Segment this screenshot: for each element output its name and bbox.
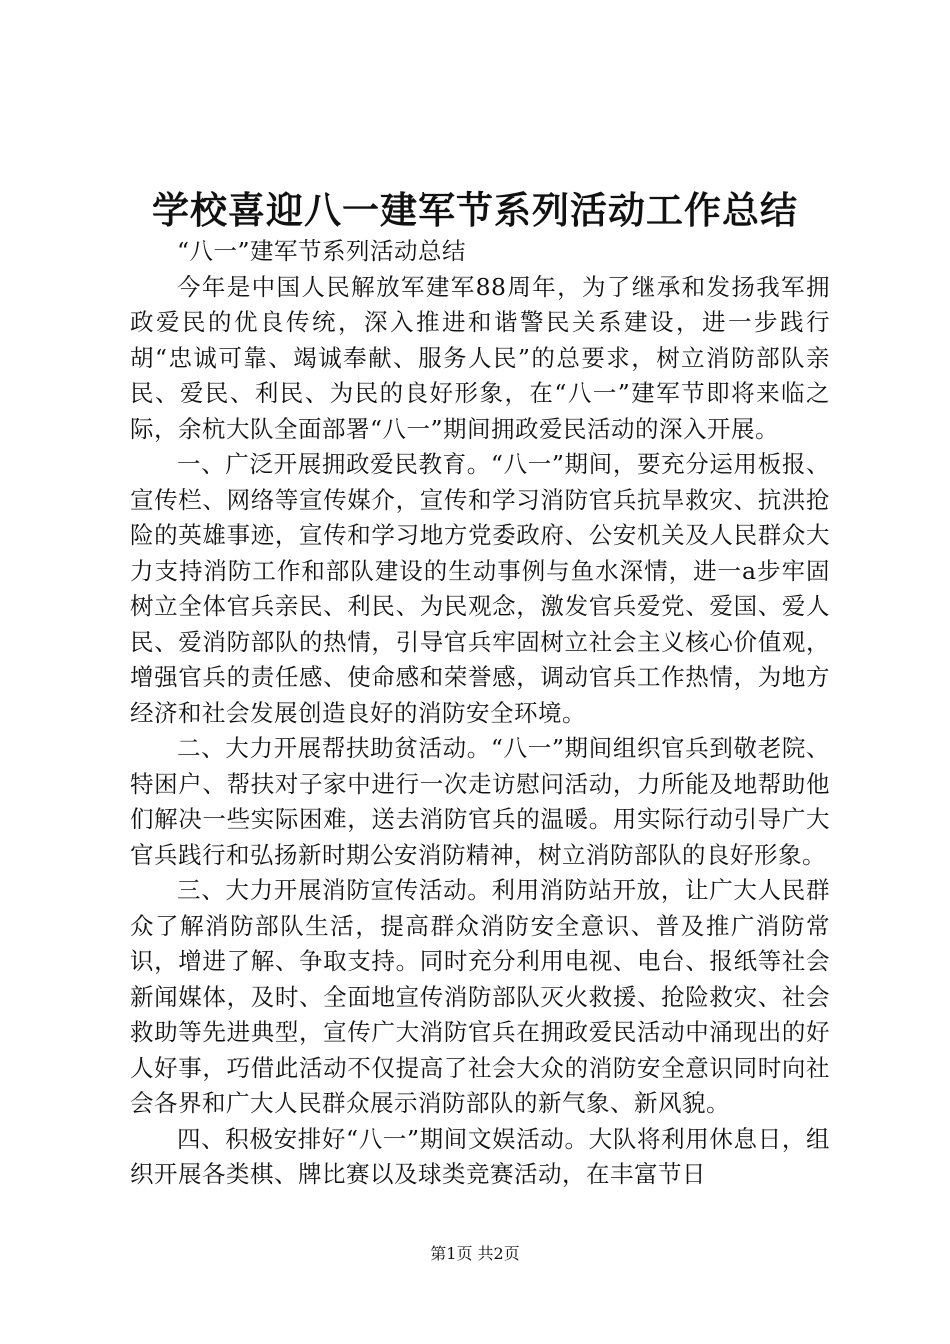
paragraph-entertainment: 四、积极安排好“八一”期间文娱活动。大队将利用休息日，组织开展各类棋、牌比赛以及球类竞赛活动，在丰富节日: [130, 1124, 830, 1188]
document-body: [130, 234, 830, 1193]
paragraph-fire-publicity: 三、大力开展消防宣传活动。利用消防站开放，让广大人民群众了解消防部队生活，提高群众消防安全意识、普及推广消防常识，增进了解、争取支持。同时充分利用电视、电台、报纸等社会新闻媒体，及时、全面地宣传消防部队灭火救援、抢险救灾、社会救助等先进典型，宣传广大消防官兵在拥政爱民活动中涌现出的好人好事，巧借此活动不仅提高了社会大众的消防安全意识同时向社会各界和广大人民群众展示消防部队的新气象、新风貌。: [130, 876, 830, 1117]
document-title: 学校喜迎八一建军节系列活动工作总结: [152, 188, 798, 232]
paragraph-education: 一、广泛开展拥政爱民教育。“八一”期间，要充分运用板报、宣传栏、网络等宣传媒介，宣传和学习消防官兵抗旱救灾、抗洪抢险的英雄事迹，宣传和学习地方党委政府、公安机关及人民群众大力支持消防工作和部队建设的生动事例与鱼水深情，进一a步牢固树立全体官兵亲民、利民、为民观念，激发官兵爱党、爱国、爱人民、爱消防部队的热情，引导官兵牢固树立社会主义核心价值观，增强官兵的责任感、使命感和荣誉感，调动官兵工作热情，为地方经济和社会发展创造良好的消防安全环境。: [130, 450, 830, 727]
paragraph-intro: 今年是中国人民解放军建军88周年，为了继承和发扬我军拥政爱民的优良传统，深入推进和谐警民关系建设，进一步践行胡“忠诚可靠、竭诚奉献、服务人民”的总要求，树立消防部队亲民、爱民、利民、为民的良好形象，在“八一”建军节即将来临之际，余杭大队全面部署“八一”期间拥政爱民活动的深入开展。: [130, 272, 830, 443]
paragraph-poverty-aid: 二、大力开展帮扶助贫活动。“八一”期间组织官兵到敬老院、特困户、帮扶对子家中进行一次走访慰问活动，力所能及地帮助他们解决一些实际困难，送去消防官兵的温暖。用实际行动引导广大官兵践行和弘扬新时期公安消防精神，树立消防部队的良好形象。: [130, 734, 830, 869]
page-footer: 第1页 共2页: [430, 1244, 520, 1263]
subtitle-line: “八一”建军节系列活动总结: [177, 237, 467, 265]
